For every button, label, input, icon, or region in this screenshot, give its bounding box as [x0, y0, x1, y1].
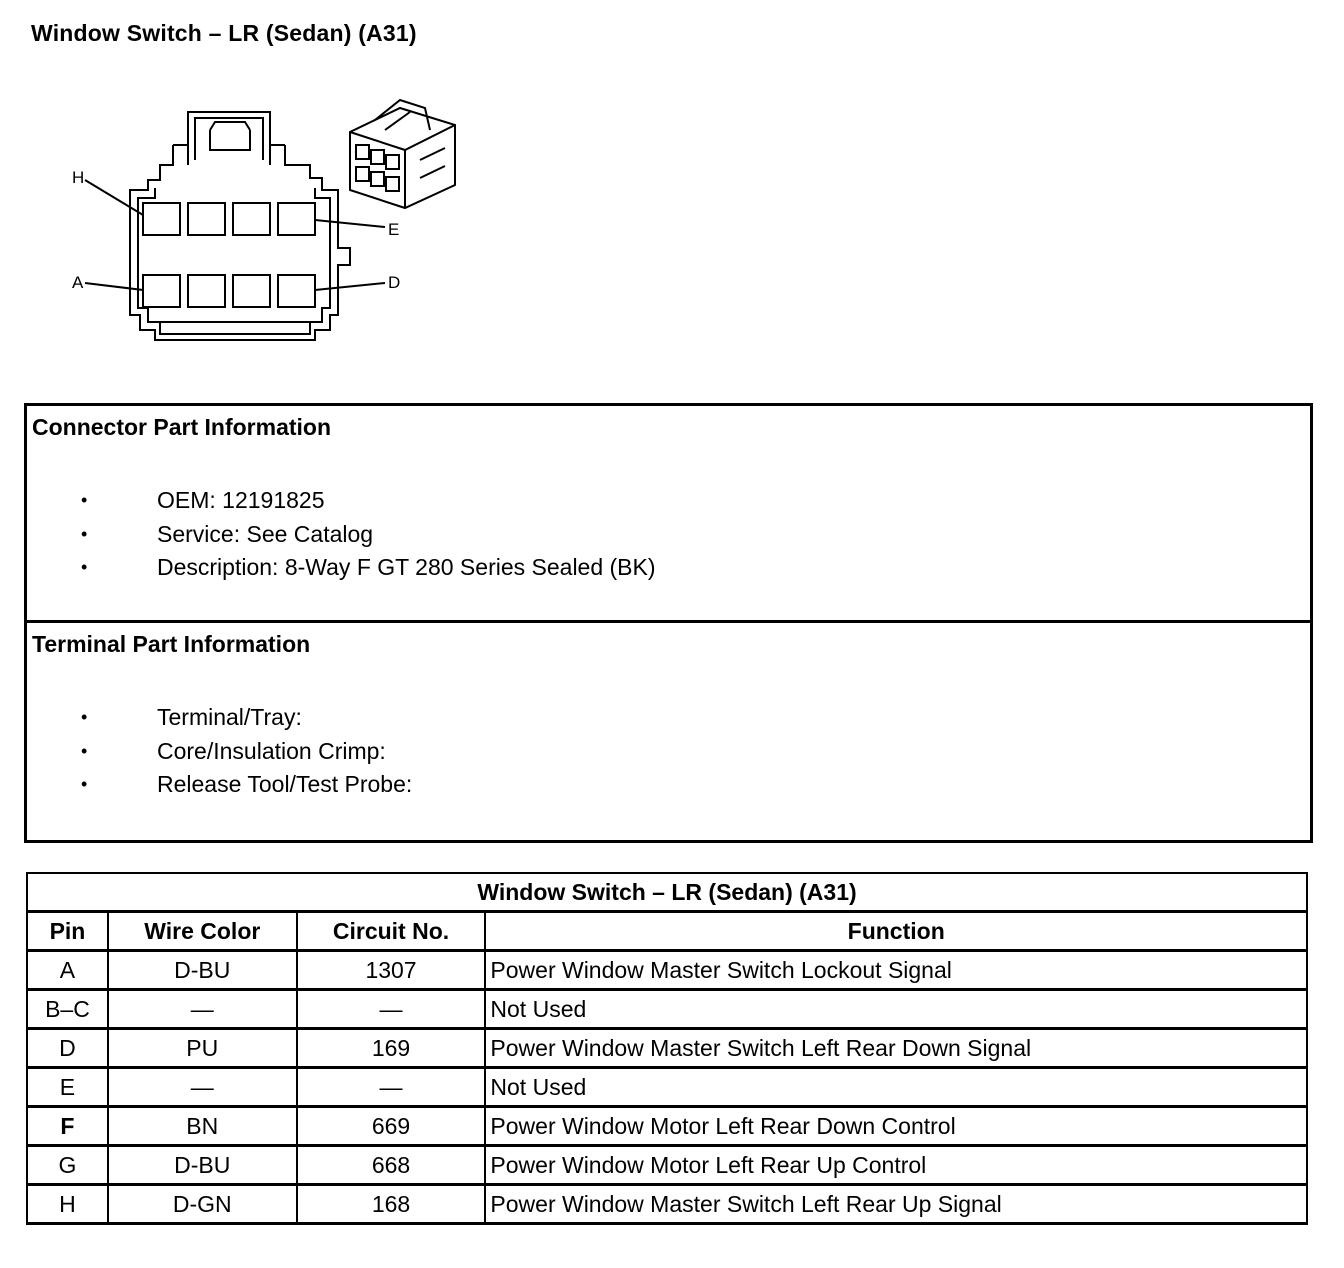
table-header-row: [27, 912, 1307, 951]
table-row: [27, 951, 1307, 990]
pin-cell: H: [27, 1185, 108, 1224]
page-title: Window Switch – LR (Sedan) (A31): [31, 20, 417, 46]
wire-color-cell: BN: [108, 1107, 297, 1146]
circuit-cell: —: [297, 990, 486, 1029]
bullet: •: [81, 557, 88, 578]
connector-part-info: [27, 406, 1310, 623]
wire-color-cell: D-BU: [108, 1146, 297, 1185]
pin-cell: D: [27, 1029, 108, 1068]
cavity-c: [233, 275, 270, 307]
wire-color-cell: —: [108, 990, 297, 1029]
pin-label-e: E: [388, 220, 400, 239]
pin-table: [26, 872, 1308, 1225]
header-function: Function: [485, 912, 1307, 951]
bullet: •: [81, 490, 88, 511]
oem-text: OEM: 12191825: [157, 487, 325, 514]
part-info-box: [24, 403, 1313, 843]
connector-face-diagram: [60, 90, 480, 360]
list-item: [81, 735, 412, 769]
terminal-info-heading: Terminal Part Information: [32, 631, 311, 657]
circuit-cell: —: [297, 1068, 486, 1107]
table-title-row: [27, 873, 1307, 912]
bullet: •: [81, 707, 88, 728]
bullet: •: [81, 740, 88, 761]
circuit-cell: 669: [297, 1107, 486, 1146]
pin-cell: B–C: [27, 990, 108, 1029]
header-pin: Pin: [27, 912, 108, 951]
connector-thumbnail: [350, 100, 455, 208]
function-cell: Power Window Motor Left Rear Up Control: [485, 1146, 1307, 1185]
table-row: [27, 1107, 1307, 1146]
cavity-a: [143, 275, 180, 307]
table-row: [27, 1068, 1307, 1107]
pin-cell: E: [27, 1068, 108, 1107]
terminal-tray-text: Terminal/Tray:: [157, 704, 302, 731]
pin-label-d: D: [388, 273, 401, 292]
wire-color-cell: —: [108, 1068, 297, 1107]
header-wire-color: Wire Color: [108, 912, 297, 951]
pin-cell: G: [27, 1146, 108, 1185]
bullet: •: [81, 523, 88, 544]
table-row: [27, 1029, 1307, 1068]
cavity-e: [278, 203, 315, 235]
header-circuit-no: Circuit No.: [297, 912, 486, 951]
function-cell: Not Used: [485, 990, 1307, 1029]
function-cell: Power Window Master Switch Left Rear Up Signal: [485, 1185, 1307, 1224]
connector-info-list: [81, 484, 656, 585]
pin-label-a: A: [72, 273, 84, 292]
cavity-h: [143, 203, 180, 235]
pin-cell: A: [27, 951, 108, 990]
connector-info-heading: Connector Part Information: [32, 414, 332, 440]
cavity-d: [278, 275, 315, 307]
cavity-b: [188, 275, 225, 307]
function-cell: Power Window Motor Left Rear Down Control: [485, 1107, 1307, 1146]
pin-cell: F: [27, 1107, 108, 1146]
service-text: Service: See Catalog: [157, 520, 374, 547]
list-item: [81, 768, 412, 802]
table-title: Window Switch – LR (Sedan) (A31): [27, 873, 1307, 912]
wire-color-cell: D-BU: [108, 951, 297, 990]
circuit-cell: 668: [297, 1146, 486, 1185]
table-row: [27, 990, 1307, 1029]
function-cell: Power Window Master Switch Left Rear Down Signal: [485, 1029, 1307, 1068]
description-text: Description: 8-Way F GT 280 Series Sealed (BK): [157, 554, 656, 581]
circuit-cell: 168: [297, 1185, 486, 1224]
function-cell: Not Used: [485, 1068, 1307, 1107]
circuit-cell: 1307: [297, 951, 486, 990]
pin-label-h: H: [72, 168, 85, 187]
cavity-f: [233, 203, 270, 235]
table-row: [27, 1185, 1307, 1224]
bullet: •: [81, 774, 88, 795]
list-item: [81, 484, 656, 518]
table-row: [27, 1146, 1307, 1185]
terminal-info-list: [81, 701, 412, 802]
crimp-text: Core/Insulation Crimp:: [157, 737, 386, 764]
wire-color-cell: D-GN: [108, 1185, 297, 1224]
cavity-g: [188, 203, 225, 235]
circuit-cell: 169: [297, 1029, 486, 1068]
release-tool-text: Release Tool/Test Probe:: [157, 771, 413, 798]
function-cell: Power Window Master Switch Lockout Signal: [485, 951, 1307, 990]
wire-color-cell: PU: [108, 1029, 297, 1068]
terminal-part-info: [27, 623, 1310, 837]
list-item: [81, 551, 656, 585]
list-item: [81, 701, 412, 735]
list-item: [81, 518, 656, 552]
